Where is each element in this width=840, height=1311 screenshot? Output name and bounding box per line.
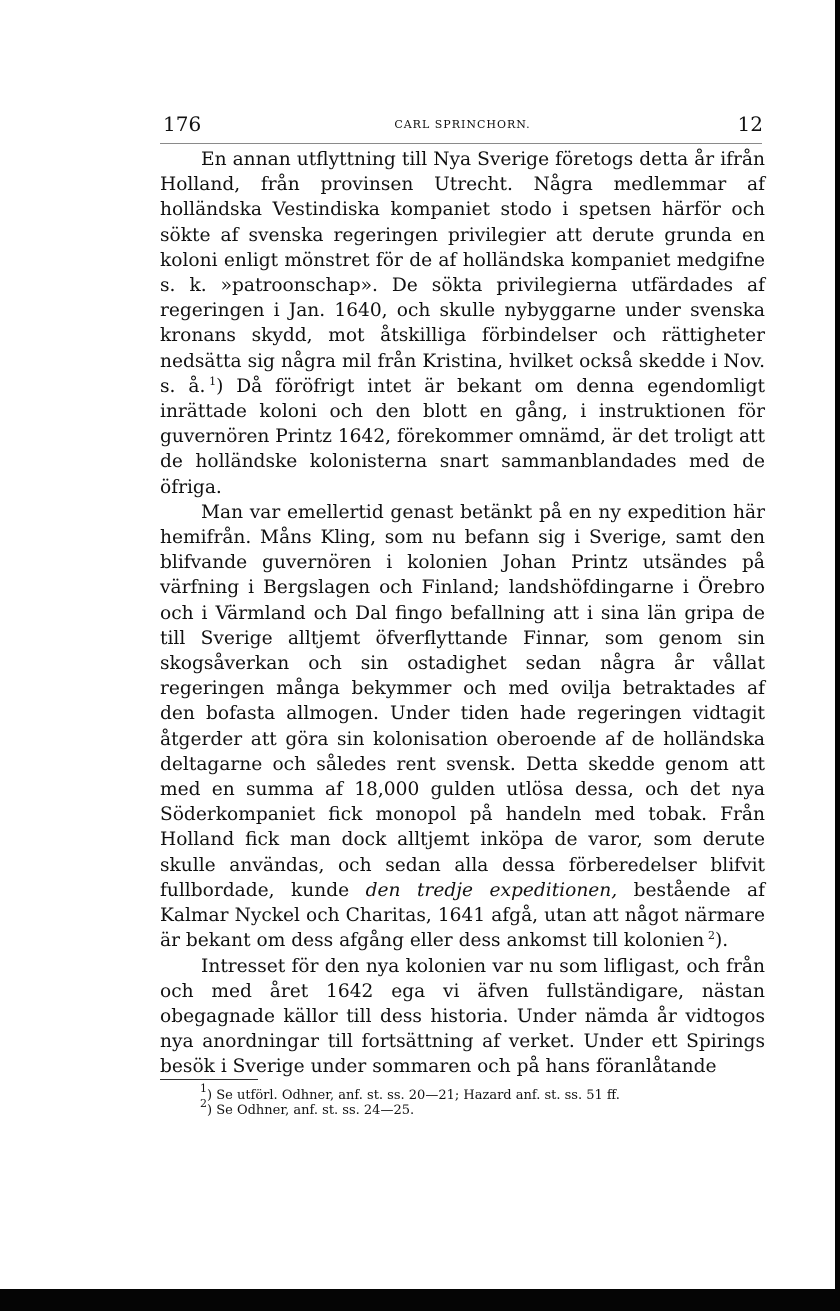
paragraph-text-end: Då föröfrigt intet är bekant om denna egendomligt inrättade koloni och den blott en gång, i instruktionen för guvernören Printz 1642, förekommer omnämd, är det troligt att de holländske kolonisterna snart sammanblandades med de öfriga. (160, 375, 765, 498)
header-rule (160, 143, 762, 144)
paragraph-text-continued: bestående af Kalmar Nyckel och Charitas, 1641 afgå, utan att något närmare är bekant om dess afgång eller dess ankomst till kolonien (160, 879, 765, 952)
footnote-marker-2: 2 (200, 1097, 207, 1110)
signature-mark: 12 (737, 112, 763, 136)
footnote-marker-paren: ) (207, 1088, 213, 1103)
body-text (160, 147, 765, 1080)
paragraph-text: En annan utflyttning till Nya Sverige företogs detta år ifrån Holland, från provinsen Utrecht. Några medlemmar af holländska Vestindiska kompaniet stodo i spetsen härför och sökte af svenska regeringen privilegier att derute grunda en koloni enligt mönstret för de af holländska kompaniet medgifne s. k. »patroonschap». De sökta privilegierna utfärdades af regeringen i Jan. 1640, och skulle nybyggarne under svenska kronans skydd, mot åtskilliga förbindelser och rättigheter nedsätta sig några mil från Kristina, hvilket också skedde i Nov. s. å. (160, 149, 765, 397)
running-head (160, 110, 765, 140)
running-title: CARL SPRINCHORN. (394, 118, 531, 131)
footnote-marker-paren: ) (207, 1103, 213, 1118)
footnote-rule (160, 1079, 258, 1080)
footnote-reference-2: 2 (708, 929, 716, 943)
footnote-marker-1: 1 (200, 1082, 207, 1095)
footnotes (200, 1082, 765, 1118)
footnote-2 (200, 1097, 765, 1118)
footnote-reference-paren: ) (216, 375, 224, 397)
italic-phrase: den tredje expeditionen, (365, 879, 618, 901)
paragraph-text: Man var emellertid genast betänkt på en ny expedition här hemifrån. Måns Kling, som nu befann sig i Sverige, samt den blifvande guvernören i kolonien Johan Printz utsändes på värfning i Bergslagen och Finland; landshöfdingarne i Örebro och i Värmland och Dal fingo befallning att i sina län gripa de till Sverige alltjemt öfverflyttande Finnar, som genom sin skogsåverkan och sin ostadighet sedan några år vållat regeringen många bekymmer och med ovilja betraktades af den bofasta allmogen. Under tiden hade regeringen vidtagit åtgerder att göra sin kolonisation oberoende af de holländska deltagarne och således rent svensk. Detta skedde genom att med en summa af 18,000 gulden utlösa dessa, och det nya Söderkompaniet fick monopol på handeln med tobak. Från Holland fick man dock alltjemt inköpa de varor, som derute skulle användas, och sedan alla dessa förberedelser blifvit fullbordade, kunde (160, 501, 765, 901)
paragraph-text-end: ). (715, 930, 729, 952)
footnote-text: Se Odhner, anf. st. ss. 24—25. (212, 1103, 415, 1118)
paragraph-text: Intresset för den nya kolonien var nu som lifligast, och från och med året 1642 ega vi äfven fullständigare, nästan obegagnade källor till dess historia. Under nämda år vidtogos nya anordningar till fortsättning af verket. Under ett Spirings besök i Sverige under sommaren och på hans föranlåtande (160, 955, 765, 1078)
scan-border-bottom (0, 1289, 840, 1311)
paragraph-utrecht-colony (160, 147, 765, 500)
paragraph-third-expedition (160, 500, 765, 954)
footnote-1 (200, 1082, 765, 1103)
page-number: 176 (163, 112, 202, 136)
footnote-text: Se utförl. Odhner, anf. st. ss. 20—21; Hazard anf. st. ss. 51 ff. (212, 1088, 620, 1103)
scan-border-right (835, 0, 840, 1311)
footnote-reference-1: 1 (209, 374, 217, 388)
paragraph-interest-1642 (160, 954, 765, 1080)
